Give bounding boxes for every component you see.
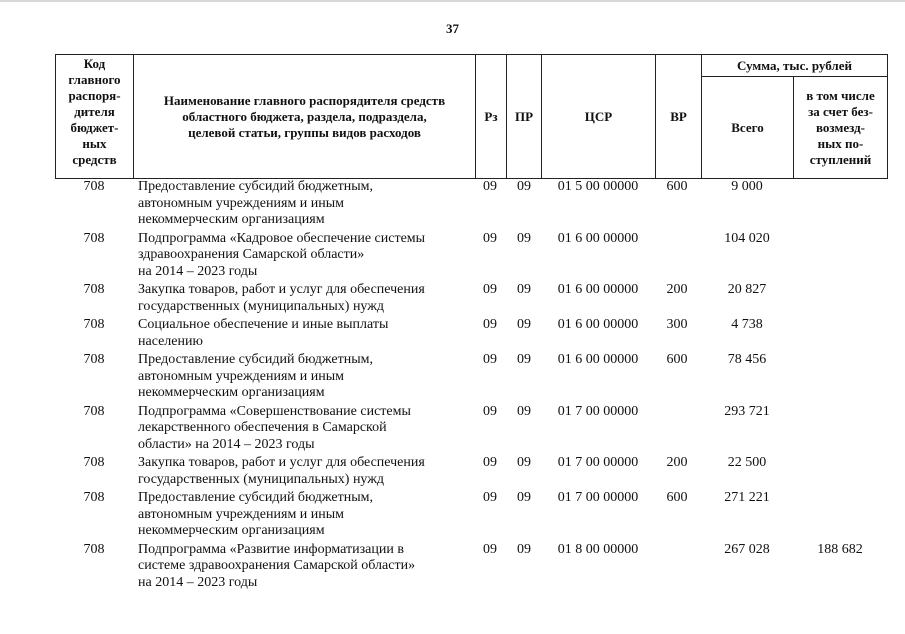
header-code-line: бюджет- — [70, 120, 119, 135]
row-name — [138, 282, 478, 315]
row-name-line: некоммерческим организациям — [138, 385, 325, 400]
row-vr: 600 — [666, 490, 688, 505]
header-free-col — [794, 77, 888, 179]
row-name — [138, 404, 478, 454]
row-vr: 200 — [666, 282, 688, 297]
header-name-line: целевой статьи, группы видов расходов — [188, 124, 421, 140]
row-name — [138, 179, 478, 229]
header-sum-group: Сумма, тыс. рублей — [702, 55, 888, 77]
row-code: 708 — [83, 352, 105, 367]
row-code: 708 — [83, 317, 105, 332]
header-code-line: дителя — [74, 104, 115, 119]
header-vr: ВР — [656, 55, 702, 179]
row-free: 188 682 — [817, 541, 863, 557]
row-pr: 09 — [517, 352, 531, 367]
header-free-line: ных по- — [817, 135, 864, 151]
row-name-line: государственных (муниципальных) нужд — [138, 471, 385, 487]
row-pr: 09 — [517, 282, 531, 297]
table-row — [55, 455, 887, 488]
row-name-line: государственных (муниципальных) нужд — [138, 298, 385, 314]
row-total: 293 721 — [724, 403, 770, 419]
header-code-line: главного — [68, 72, 121, 87]
row-name-line: Подпрограмма «Кадровое обеспечение системы — [138, 230, 426, 246]
row-code: 708 — [83, 541, 105, 557]
row-name-line: автономным учреждениям и иным — [138, 506, 345, 522]
row-name-line: лекарственного обеспечения в Самарской — [138, 420, 387, 435]
header-code-line: распоря- — [68, 88, 121, 103]
row-name-line: Социальное обеспечение и иные выплаты — [138, 317, 389, 332]
row-csr: 01 6 00 00000 — [557, 352, 639, 367]
row-rz: 09 — [483, 490, 497, 505]
row-name — [138, 231, 478, 281]
header-pr: ПР — [507, 55, 542, 179]
table-row — [55, 490, 887, 540]
row-total: 271 221 — [724, 490, 770, 505]
table-header — [55, 54, 888, 179]
header-free-line: в том числе — [806, 87, 875, 103]
header-name-line: Наименование главного распорядителя средств — [163, 92, 446, 108]
row-name-line: населению — [138, 333, 203, 349]
table-row — [55, 542, 887, 592]
row-csr: 01 6 00 00000 — [557, 282, 639, 297]
row-csr: 01 7 00 00000 — [557, 403, 639, 419]
row-rz: 09 — [483, 455, 497, 470]
row-name-line: автономным учреждениям и иным — [138, 368, 345, 384]
row-name-line: Закупка товаров, работ и услуг для обеспечения — [138, 455, 425, 470]
row-vr: 300 — [666, 317, 688, 332]
table-row — [55, 231, 887, 281]
header-free-line: за счет без- — [808, 103, 873, 119]
row-vr: 600 — [666, 352, 688, 367]
table-row — [55, 282, 887, 315]
row-rz: 09 — [483, 230, 497, 246]
row-pr: 09 — [517, 403, 531, 419]
top-rule — [0, 0, 905, 2]
row-name — [138, 490, 478, 540]
row-pr: 09 — [517, 317, 531, 332]
header-total: Всего — [702, 77, 794, 179]
row-code: 708 — [83, 230, 105, 246]
table-row — [55, 317, 887, 350]
row-code: 708 — [83, 455, 105, 470]
row-csr: 01 8 00 00000 — [557, 541, 639, 557]
row-total: 267 028 — [724, 541, 770, 557]
row-pr: 09 — [517, 490, 531, 505]
row-name-line: Подпрограмма «Совершенствование системы — [138, 403, 411, 419]
header-name-col — [134, 55, 476, 179]
row-name-line: здравоохранения Самарской области» — [138, 247, 365, 262]
row-code: 708 — [83, 490, 105, 505]
row-name-line: области» на 2014 – 2023 годы — [138, 436, 315, 452]
row-name-line: на 2014 – 2023 годы — [138, 574, 258, 590]
row-vr: 600 — [666, 179, 688, 194]
table-row — [55, 352, 887, 402]
row-pr: 09 — [517, 179, 531, 194]
row-csr: 01 6 00 00000 — [557, 317, 639, 332]
row-name — [138, 542, 478, 592]
row-rz: 09 — [483, 541, 497, 557]
header-code-line: средств — [72, 152, 117, 167]
row-rz: 09 — [483, 317, 497, 332]
row-total: 22 500 — [727, 455, 767, 470]
table-row — [55, 404, 887, 454]
row-name-line: на 2014 – 2023 годы — [138, 263, 258, 279]
row-code: 708 — [83, 282, 105, 297]
row-pr: 09 — [517, 455, 531, 470]
row-rz: 09 — [483, 403, 497, 419]
header-rz: Рз — [476, 55, 507, 179]
row-rz: 09 — [483, 352, 497, 367]
row-name-line: Предоставление субсидий бюджетным, — [138, 179, 374, 194]
row-name-line: автономным учреждениям и иным — [138, 195, 345, 211]
row-name — [138, 317, 478, 350]
row-csr: 01 7 00 00000 — [557, 455, 639, 470]
row-csr: 01 6 00 00000 — [557, 230, 639, 246]
row-code: 708 — [83, 403, 105, 419]
row-rz: 09 — [483, 179, 497, 194]
row-name-line: Подпрограмма «Развитие информатизации в — [138, 541, 404, 557]
header-code-line: Код — [83, 56, 106, 71]
header-csr: ЦСР — [542, 55, 656, 179]
row-name-line: некоммерческим организациям — [138, 212, 325, 227]
table-body — [55, 179, 887, 591]
header-free-line: возмезд- — [816, 119, 865, 135]
row-vr: 200 — [666, 455, 688, 470]
row-total: 4 738 — [731, 317, 763, 332]
row-name-line: Закупка товаров, работ и услуг для обеспечения — [138, 282, 425, 297]
row-pr: 09 — [517, 230, 531, 246]
header-code-line: ных — [82, 136, 107, 151]
header-code-col — [56, 55, 134, 179]
header-free-line: ступлений — [809, 151, 872, 167]
row-total: 78 456 — [727, 352, 767, 367]
row-pr: 09 — [517, 541, 531, 557]
row-name-line: Предоставление субсидий бюджетным, — [138, 490, 374, 505]
row-rz: 09 — [483, 282, 497, 297]
row-csr: 01 7 00 00000 — [557, 490, 639, 505]
row-csr: 01 5 00 00000 — [557, 179, 639, 194]
row-name — [138, 352, 478, 402]
row-name-line: Предоставление субсидий бюджетным, — [138, 352, 374, 367]
page-number: 37 — [446, 21, 459, 36]
table-row — [55, 179, 887, 229]
row-code: 708 — [83, 179, 105, 194]
row-name-line: системе здравоохранения Самарской области» — [138, 558, 416, 573]
row-total: 20 827 — [727, 282, 767, 297]
row-name — [138, 455, 478, 488]
row-total: 104 020 — [724, 230, 770, 246]
row-total: 9 000 — [731, 179, 763, 194]
header-name-line: областного бюджета, раздела, подраздела, — [182, 108, 427, 124]
row-name-line: некоммерческим организациям — [138, 523, 325, 538]
